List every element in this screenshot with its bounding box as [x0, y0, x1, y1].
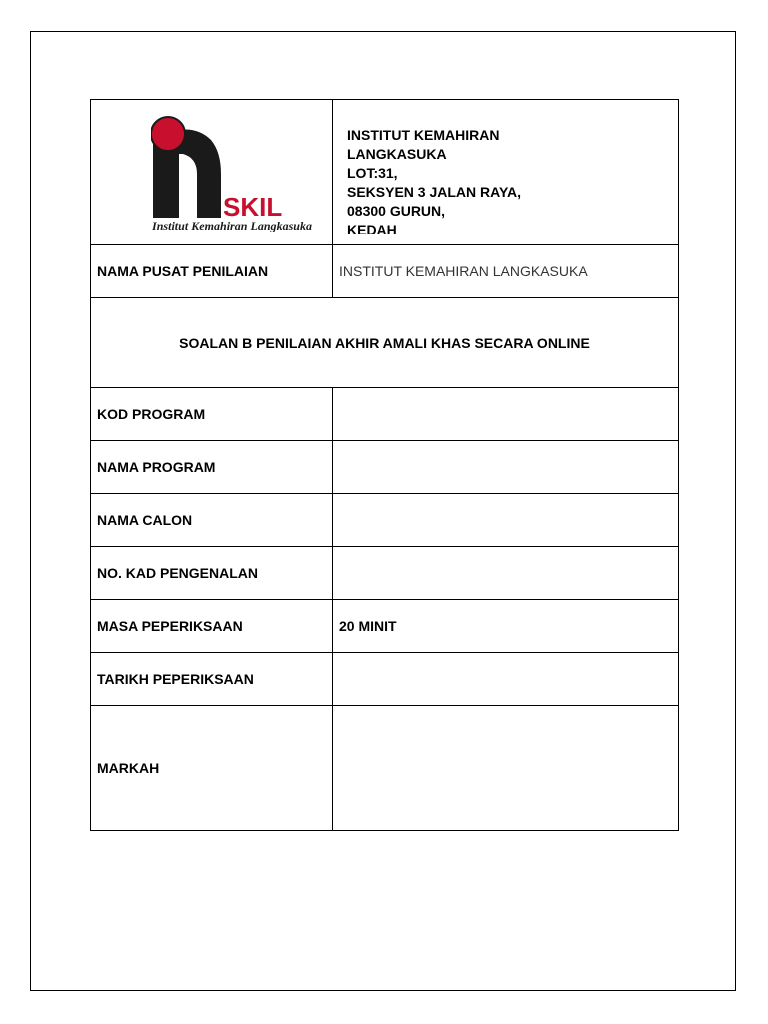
markah-value[interactable]: [333, 706, 679, 831]
field-row: [91, 653, 679, 706]
title-row: [91, 298, 679, 388]
center-label: NAMA PUSAT PENILAIAN: [91, 245, 333, 298]
institute-logo: [151, 114, 315, 232]
logo-caption: Institut Kemahiran Langkasuka: [152, 219, 312, 232]
address-line: 08300 GURUN,: [347, 203, 446, 219]
field-value-kad-pengenalan[interactable]: [333, 547, 679, 600]
center-value: INSTITUT KEMAHIRAN LANGKASUKA: [333, 245, 679, 298]
field-value-kod-program[interactable]: [333, 388, 679, 441]
field-label-kod-program: KOD PROGRAM: [91, 388, 333, 441]
address-line: SEKSYEN 3 JALAN RAYA,: [347, 184, 522, 200]
field-label-masa-peperiksaan: MASA PEPERIKSAAN: [91, 600, 333, 653]
header-row: [91, 100, 679, 245]
center-row: [91, 245, 679, 298]
address-line: INSTITUT KEMAHIRAN: [347, 127, 500, 143]
document-title: SOALAN B PENILAIAN AKHIR AMALI KHAS SECARA ONLINE: [91, 298, 679, 388]
address-line: LOT:31,: [347, 165, 398, 181]
logo-cell: [91, 100, 333, 245]
exam-cover-form: [90, 99, 679, 831]
field-value-tarikh-peperiksaan[interactable]: [333, 653, 679, 706]
address-line: KEDAH: [347, 222, 397, 234]
field-row: [91, 441, 679, 494]
field-row: [91, 547, 679, 600]
address-cell: [333, 100, 679, 245]
field-label-tarikh-peperiksaan: TARIKH PEPERIKSAAN: [91, 653, 333, 706]
field-value-masa-peperiksaan[interactable]: 20 MINIT: [333, 600, 679, 653]
field-label-nama-program: NAMA PROGRAM: [91, 441, 333, 494]
field-row: [91, 494, 679, 547]
field-row: [91, 600, 679, 653]
institute-address: [347, 126, 668, 234]
logo-brand-text: SKIL: [223, 192, 283, 222]
field-value-nama-calon[interactable]: [333, 494, 679, 547]
field-value-nama-program[interactable]: [333, 441, 679, 494]
field-label-kad-pengenalan: NO. KAD PENGENALAN: [91, 547, 333, 600]
markah-label: MARKAH: [91, 706, 333, 831]
field-label-nama-calon: NAMA CALON: [91, 494, 333, 547]
markah-row: [91, 706, 679, 831]
address-line: LANGKASUKA: [347, 146, 447, 162]
field-row: [91, 388, 679, 441]
